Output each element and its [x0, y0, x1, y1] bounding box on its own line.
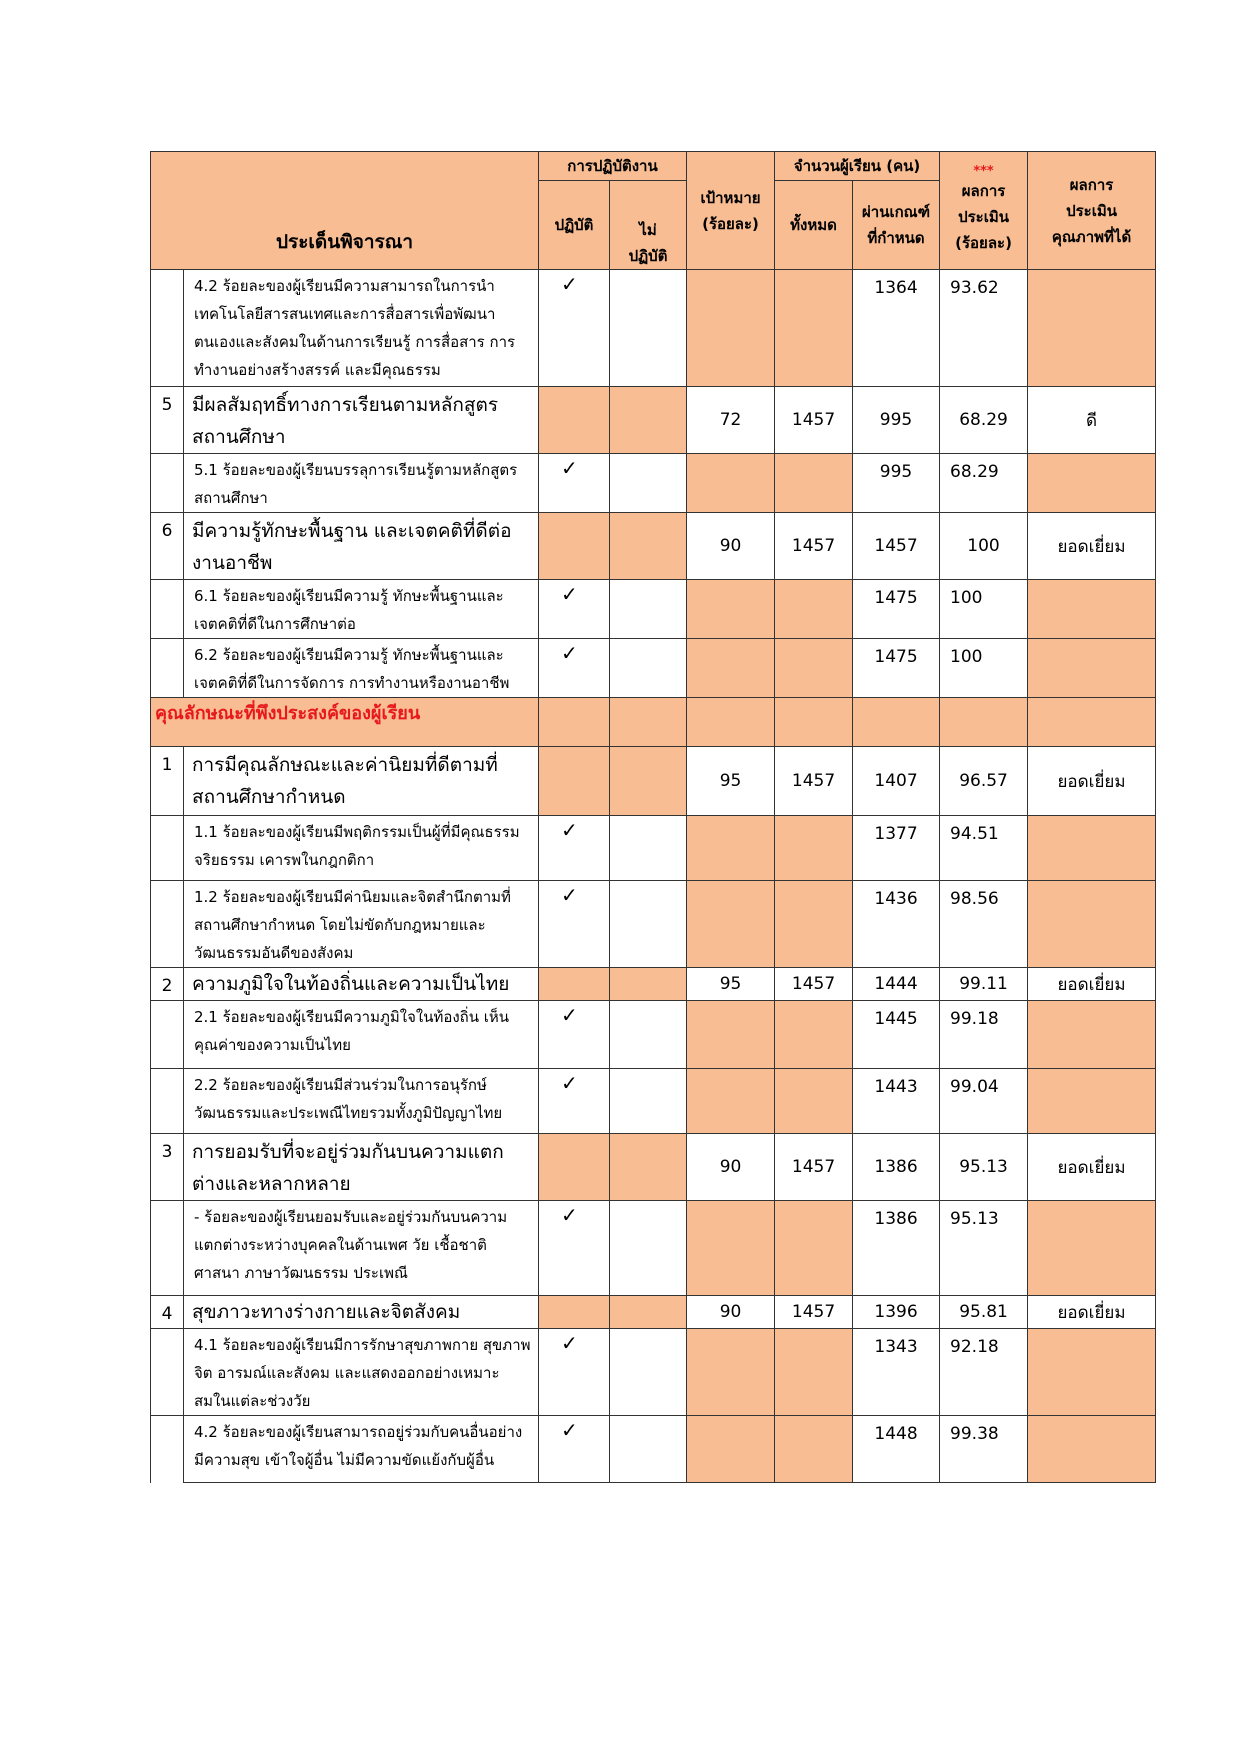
section-heading-text: คุณลักษณะที่พึงประสงค์ของผู้เรียน	[155, 703, 421, 724]
check-mark-icon: ✓	[561, 1071, 578, 1095]
practiced-cell	[539, 968, 610, 1001]
row-number: 5	[151, 387, 184, 454]
table-row	[151, 968, 1156, 1001]
row-number: 3	[151, 1134, 184, 1201]
practiced-cell	[539, 747, 610, 816]
indicator-text: 4.1 ร้อยละของผู้เรียนมีการรักษาสุขภาพกาย สุขภาพจิต อารมณ์และสังคม และแสดงออกอย่างเหมาะสมในแต่ละช่วงวัย	[184, 1329, 539, 1416]
target-cell	[687, 1416, 775, 1483]
total-cell	[775, 1069, 853, 1134]
table-row	[151, 1201, 1156, 1296]
percent-cell: 95.81	[940, 1296, 1028, 1329]
header-total: ทั้งหมด	[775, 181, 853, 270]
header-quality: ผลการ ประเมิน คุณภาพที่ได้	[1028, 152, 1156, 270]
quality-cell	[1028, 1329, 1156, 1416]
passed-cell: 1443	[853, 1069, 940, 1134]
table-body	[151, 270, 1156, 1483]
not-practiced-cell	[610, 747, 687, 816]
check-mark-icon: ✓	[561, 641, 578, 665]
table-row	[151, 1296, 1156, 1329]
percent-cell: 95.13	[940, 1201, 1028, 1296]
empty-cell	[1028, 698, 1156, 747]
not-practiced-cell	[610, 270, 687, 387]
check-mark-cell	[539, 580, 610, 639]
criteria-text: มีความรู้ทักษะพื้นฐาน และเจตคติที่ดีต่องานอาชีพ	[184, 513, 539, 580]
target-cell: 90	[687, 513, 775, 580]
header-practice-group: การปฏิบัติงาน	[539, 152, 687, 181]
total-cell	[775, 270, 853, 387]
target-cell	[687, 1329, 775, 1416]
table-row	[151, 1329, 1156, 1416]
practiced-cell	[539, 387, 610, 454]
header-passed: ผ่านเกณฑ์ ที่กำหนด	[853, 181, 940, 270]
table-row	[151, 1069, 1156, 1134]
indicator-text: 5.1 ร้อยละของผู้เรียนบรรลุการเรียนรู้ตามหลักสูตรสถานศึกษา	[184, 454, 539, 513]
check-mark-icon: ✓	[561, 1203, 578, 1227]
percent-cell: 94.51	[940, 816, 1028, 881]
target-cell	[687, 881, 775, 968]
row-number	[151, 639, 184, 698]
not-practiced-cell	[610, 513, 687, 580]
criteria-text: การยอมรับที่จะอยู่ร่วมกันบนความแตกต่างและหลากหลาย	[184, 1134, 539, 1201]
table-row	[151, 881, 1156, 968]
quality-cell	[1028, 454, 1156, 513]
check-mark-cell	[539, 1201, 610, 1296]
quality-cell	[1028, 270, 1156, 387]
section-heading	[151, 698, 539, 747]
quality-cell: ยอดเยี่ยม	[1028, 1134, 1156, 1201]
not-practiced-cell	[610, 1201, 687, 1296]
empty-cell	[610, 698, 687, 747]
target-cell	[687, 1069, 775, 1134]
passed-cell: 1444	[853, 968, 940, 1001]
indicator-text: 6.2 ร้อยละของผู้เรียนมีความรู้ ทักษะพื้นฐานและเจตคติที่ดีในการจัดการ การทำงานหรืองานอาชีพ	[184, 639, 539, 698]
target-cell	[687, 1001, 775, 1069]
passed-cell: 995	[853, 387, 940, 454]
table-row	[151, 1001, 1156, 1069]
check-mark-icon: ✓	[561, 818, 578, 842]
criteria-text: ความภูมิใจในท้องถิ่นและความเป็นไทย	[184, 968, 539, 1001]
table-row	[151, 639, 1156, 698]
percent-cell: 99.04	[940, 1069, 1028, 1134]
check-mark-cell	[539, 639, 610, 698]
empty-cell	[775, 698, 853, 747]
total-cell	[775, 580, 853, 639]
target-cell: 90	[687, 1296, 775, 1329]
row-number	[151, 816, 184, 881]
total-cell	[775, 1001, 853, 1069]
empty-cell	[853, 698, 940, 747]
empty-cell	[539, 698, 610, 747]
not-practiced-cell	[610, 1069, 687, 1134]
target-cell	[687, 1201, 775, 1296]
check-mark-cell	[539, 454, 610, 513]
header-students-group: จำนวนผู้เรียน (คน)	[775, 152, 940, 181]
percent-cell: 99.18	[940, 1001, 1028, 1069]
total-cell: 1457	[775, 747, 853, 816]
target-cell: 90	[687, 1134, 775, 1201]
indicator-text: 4.2 ร้อยละของผู้เรียนสามารถอยู่ร่วมกับคนอื่นอย่างมีความสุข เข้าใจผู้อื่น ไม่มีความขัดแย้งกับผู้อื่น	[184, 1416, 539, 1483]
criteria-text: สุขภาวะทางร่างกายและจิตสังคม	[184, 1296, 539, 1329]
table-row	[151, 698, 1156, 747]
not-practiced-cell	[610, 387, 687, 454]
check-mark-icon: ✓	[561, 456, 578, 480]
indicator-text: 4.2 ร้อยละของผู้เรียนมีความสามารถในการนำเทคโนโลยีสารสนเทศและการสื่อสารเพื่อพัฒนาตนเองและสังคมในด้านการเรียนรู้ การสื่อสาร การทำงานอย่างสร้างสรรค์ และมีคุณธรรม	[184, 270, 539, 387]
passed-cell: 1364	[853, 270, 940, 387]
total-cell: 1457	[775, 513, 853, 580]
not-practiced-cell	[610, 1416, 687, 1483]
passed-cell: 1457	[853, 513, 940, 580]
passed-cell: 1343	[853, 1329, 940, 1416]
row-number: 6	[151, 513, 184, 580]
table-row	[151, 580, 1156, 639]
check-mark-cell	[539, 881, 610, 968]
practiced-cell	[539, 513, 610, 580]
row-number	[151, 1201, 184, 1296]
check-mark-cell	[539, 816, 610, 881]
row-number	[151, 1416, 184, 1483]
quality-cell	[1028, 1201, 1156, 1296]
passed-cell: 1445	[853, 1001, 940, 1069]
criteria-text: การมีคุณลักษณะและค่านิยมที่ดีตามที่สถานศึกษากำหนด	[184, 747, 539, 816]
table-row	[151, 1416, 1156, 1483]
total-cell: 1457	[775, 968, 853, 1001]
passed-cell: 1386	[853, 1201, 940, 1296]
percent-cell: 92.18	[940, 1329, 1028, 1416]
target-cell	[687, 454, 775, 513]
percent-cell: 68.29	[940, 387, 1028, 454]
indicator-text: 2.2 ร้อยละของผู้เรียนมีส่วนร่วมในการอนุรักษ์วัฒนธรรมและประเพณีไทยรวมทั้งภูมิปัญญาไทย	[184, 1069, 539, 1134]
total-cell: 1457	[775, 1296, 853, 1329]
quality-cell	[1028, 1069, 1156, 1134]
empty-cell	[940, 698, 1028, 747]
indicator-text: 6.1 ร้อยละของผู้เรียนมีความรู้ ทักษะพื้นฐานและเจตคติที่ดีในการศึกษาต่อ	[184, 580, 539, 639]
table-row	[151, 1134, 1156, 1201]
row-number	[151, 1069, 184, 1134]
target-cell	[687, 639, 775, 698]
target-cell: 95	[687, 968, 775, 1001]
table-row	[151, 747, 1156, 816]
check-mark-cell	[539, 270, 610, 387]
table-row	[151, 270, 1156, 387]
total-cell: 1457	[775, 387, 853, 454]
not-practiced-cell	[610, 454, 687, 513]
header-eval-result: *** ผลการ ประเมิน (ร้อยละ)	[940, 152, 1028, 270]
total-cell	[775, 1201, 853, 1296]
quality-cell: ยอดเยี่ยม	[1028, 1296, 1156, 1329]
percent-cell: 100	[940, 580, 1028, 639]
passed-cell: 1475	[853, 580, 940, 639]
practiced-cell	[539, 1134, 610, 1201]
total-cell	[775, 1416, 853, 1483]
percent-cell: 99.11	[940, 968, 1028, 1001]
evaluation-table	[150, 151, 1156, 1483]
target-cell	[687, 816, 775, 881]
passed-cell: 1386	[853, 1134, 940, 1201]
table-row	[151, 513, 1156, 580]
indicator-text: 2.1 ร้อยละของผู้เรียนมีความภูมิใจในท้องถิ่น เห็นคุณค่าของความเป็นไทย	[184, 1001, 539, 1069]
passed-cell: 1436	[853, 881, 940, 968]
target-cell	[687, 270, 775, 387]
check-mark-cell	[539, 1416, 610, 1483]
table-row	[151, 387, 1156, 454]
row-number: 4	[151, 1296, 184, 1329]
indicator-text: 1.1 ร้อยละของผู้เรียนมีพฤติกรรมเป็นผู้ที่มีคุณธรรมจริยธรรม เคารพในกฎกติกา	[184, 816, 539, 881]
percent-cell: 96.57	[940, 747, 1028, 816]
percent-cell: 93.62	[940, 270, 1028, 387]
total-cell	[775, 639, 853, 698]
row-number	[151, 881, 184, 968]
percent-cell: 68.29	[940, 454, 1028, 513]
indicator-text: 1.2 ร้อยละของผู้เรียนมีค่านิยมและจิตสำนึกตามที่สถานศึกษากำหนด โดยไม่ขัดกับกฎหมายและวัฒนธรรมอันดีของสังคม	[184, 881, 539, 968]
not-practiced-cell	[610, 968, 687, 1001]
header-practiced: ปฏิบัติ	[539, 181, 610, 270]
quality-cell	[1028, 1001, 1156, 1069]
percent-cell: 95.13	[940, 1134, 1028, 1201]
passed-cell: 995	[853, 454, 940, 513]
check-mark-icon: ✓	[561, 272, 578, 296]
target-cell: 72	[687, 387, 775, 454]
indicator-text: - ร้อยละของผู้เรียนยอมรับและอยู่ร่วมกันบนความแตกต่างระหว่างบุคคลในด้านเพศ วัย เชื้อชาติ ศาสนา ภาษาวัฒนธรรม ประเพณี	[184, 1201, 539, 1296]
header-topic: ประเด็นพิจารณา	[151, 152, 539, 270]
quality-cell: ดี	[1028, 387, 1156, 454]
not-practiced-cell	[610, 816, 687, 881]
criteria-text: มีผลสัมฤทธิ์ทางการเรียนตามหลักสูตรสถานศึกษา	[184, 387, 539, 454]
row-number	[151, 580, 184, 639]
row-number	[151, 1001, 184, 1069]
percent-cell: 100	[940, 639, 1028, 698]
stars-mark: ***	[973, 163, 994, 179]
quality-cell	[1028, 580, 1156, 639]
check-mark-cell	[539, 1001, 610, 1069]
target-cell: 95	[687, 747, 775, 816]
table-row	[151, 816, 1156, 881]
row-number: 2	[151, 968, 184, 1001]
row-number	[151, 270, 184, 387]
row-number	[151, 454, 184, 513]
check-mark-icon: ✓	[561, 1003, 578, 1027]
check-mark-icon: ✓	[561, 1331, 578, 1355]
passed-cell: 1407	[853, 747, 940, 816]
check-mark-icon: ✓	[561, 1418, 578, 1442]
percent-cell: 100	[940, 513, 1028, 580]
quality-cell	[1028, 639, 1156, 698]
table-row	[151, 454, 1156, 513]
check-mark-icon: ✓	[561, 582, 578, 606]
not-practiced-cell	[610, 1134, 687, 1201]
total-cell	[775, 881, 853, 968]
empty-cell	[687, 698, 775, 747]
passed-cell: 1475	[853, 639, 940, 698]
percent-cell: 98.56	[940, 881, 1028, 968]
quality-cell: ยอดเยี่ยม	[1028, 968, 1156, 1001]
row-number: 1	[151, 747, 184, 816]
not-practiced-cell	[610, 881, 687, 968]
total-cell	[775, 1329, 853, 1416]
practiced-cell	[539, 1296, 610, 1329]
quality-cell	[1028, 881, 1156, 968]
quality-cell: ยอดเยี่ยม	[1028, 747, 1156, 816]
not-practiced-cell	[610, 1296, 687, 1329]
quality-cell	[1028, 1416, 1156, 1483]
total-cell: 1457	[775, 1134, 853, 1201]
not-practiced-cell	[610, 1001, 687, 1069]
check-mark-icon: ✓	[561, 883, 578, 907]
quality-cell: ยอดเยี่ยม	[1028, 513, 1156, 580]
target-cell	[687, 580, 775, 639]
header-target: เป้าหมาย (ร้อยละ)	[687, 152, 775, 270]
passed-cell: 1396	[853, 1296, 940, 1329]
passed-cell: 1377	[853, 816, 940, 881]
total-cell	[775, 454, 853, 513]
passed-cell: 1448	[853, 1416, 940, 1483]
check-mark-cell	[539, 1069, 610, 1134]
total-cell	[775, 816, 853, 881]
not-practiced-cell	[610, 1329, 687, 1416]
header-not-practiced: ไม่ ปฏิบัติ	[610, 181, 687, 270]
row-number	[151, 1329, 184, 1416]
quality-cell	[1028, 816, 1156, 881]
check-mark-cell	[539, 1329, 610, 1416]
not-practiced-cell	[610, 580, 687, 639]
percent-cell: 99.38	[940, 1416, 1028, 1483]
not-practiced-cell	[610, 639, 687, 698]
